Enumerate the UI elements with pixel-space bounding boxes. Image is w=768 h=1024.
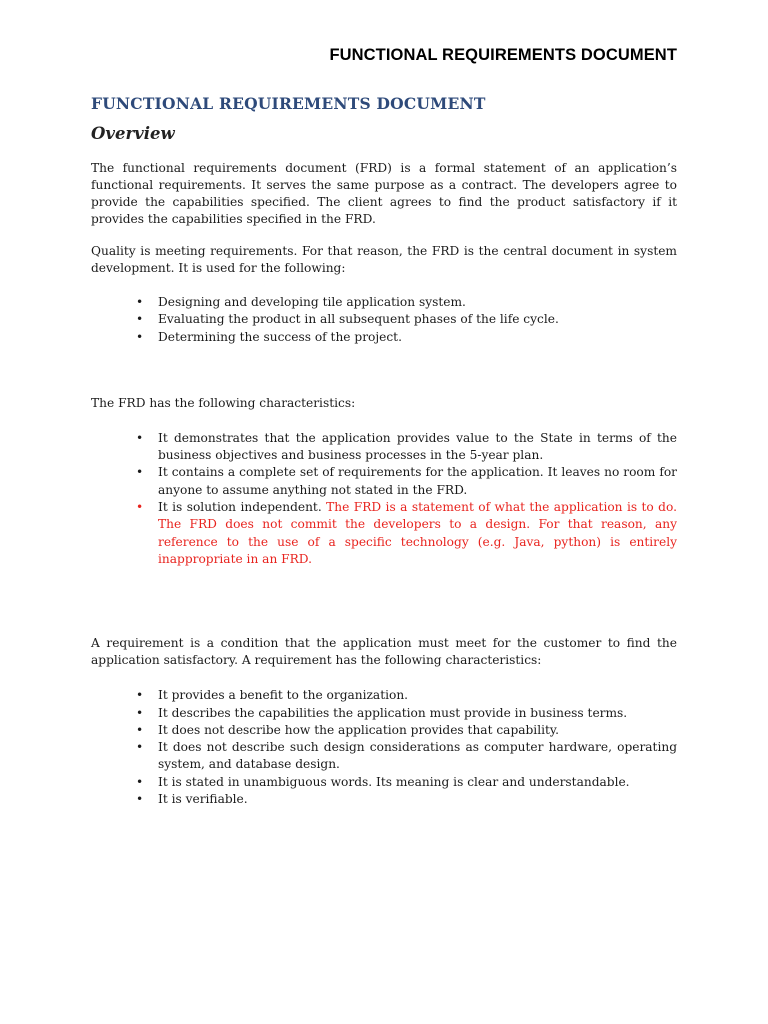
paragraph-frd-characteristics: The FRD has the following characteristics: — [91, 395, 356, 410]
paragraph-frd-definition: The functional requirements document (FRD) is a formal statement of an application’s functional requirements. It serves the same purpose as a contract. The developers agree to provide the capabilities specified. The client agrees to find the product satisfactory if it provides the capabilities specified in the FRD. — [91, 161, 677, 226]
bullet-icon: • — [136, 430, 144, 445]
list-item: • It describes the capabilities the application must provide in business terms. — [91, 705, 677, 722]
bullet-icon: • — [136, 688, 144, 703]
list-item: • It does not describe such design considerations as computer hardware, operating system, and database design. — [136, 740, 677, 772]
list-item: • It is stated in unambiguous words. Its meaning is clear and understandable. — [91, 774, 677, 791]
document-title: FUNCTIONAL REQUIREMENTS DOCUMENT — [91, 94, 486, 113]
list-item: • Evaluating the product in all subsequent phases of the life cycle. — [91, 311, 677, 328]
solution-independent-lead: It is solution independent. — [158, 500, 327, 515]
list-item: • Determining the success of the project. — [91, 329, 677, 346]
bullet-icon: • — [136, 705, 144, 720]
list-item: • It provides a benefit to the organization. — [91, 687, 677, 704]
bullet-icon: • — [136, 312, 144, 327]
paragraph-quality: Quality is meeting requirements. For that reason, the FRD is the central document in system development. It is used for the following: — [91, 244, 677, 275]
bullet-icon: • — [136, 740, 144, 755]
list-item: • It is verifiable. — [91, 791, 677, 808]
list-item: • Designing and developing tile application system. — [91, 294, 677, 311]
section-title-overview: Overview — [91, 124, 175, 143]
bullet-icon: • — [136, 465, 144, 480]
bullet-icon: • — [136, 295, 144, 309]
bullet-icon: • — [136, 500, 144, 515]
running-header: FUNCTIONAL REQUIREMENTS DOCUMENT — [329, 46, 677, 64]
paragraph-requirement-definition: A requirement is a condition that the application must meet for the customer to find the application satisfactory. A requirement has the following characteristics: — [91, 636, 677, 668]
highlighted-text: The FRD is a statement of what the application is to do. The FRD does not commit the developers to a design. For that reason, any reference to the use of a specific technology (e.g. Java, python) is entirely inappropriate in an FRD. — [158, 500, 677, 566]
bullet-icon: • — [136, 774, 144, 789]
list-item: • It does not describe how the application provides that capability. — [91, 722, 677, 739]
list-item: • It contains a complete set of requirements for the application. It leaves no room for anyone to assume anything not stated in the FRD. — [136, 465, 677, 497]
frd-characteristics-list — [91, 430, 677, 568]
document-body — [91, 94, 677, 808]
bullet-icon: • — [136, 329, 144, 344]
list-item-solution-independent — [91, 499, 677, 568]
bullet-icon: • — [136, 792, 144, 807]
list-item: • It demonstrates that the application provides value to the State in terms of the business objectives and business processes in the 5-year plan. — [136, 430, 677, 463]
requirement-characteristics-list — [91, 687, 677, 808]
bullet-icon: • — [136, 722, 144, 737]
uses-list — [91, 294, 677, 346]
